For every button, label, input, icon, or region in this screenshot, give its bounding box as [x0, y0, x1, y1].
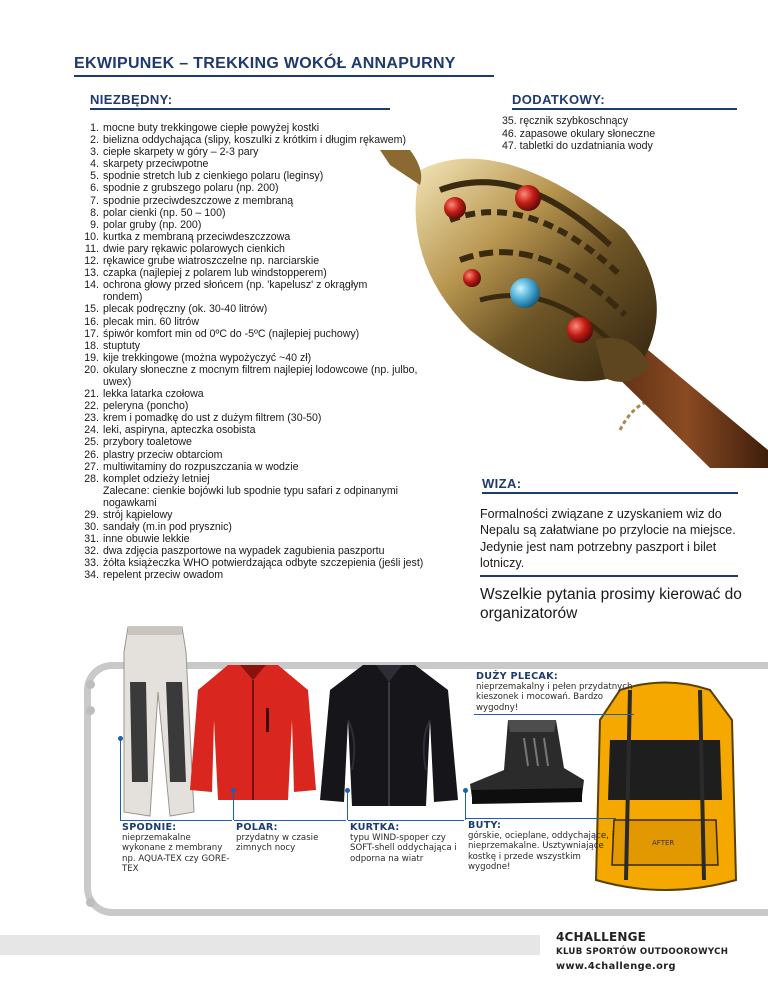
list-item: 5. spodnie stretch lub z cienkiego polaru (leginsy): [90, 170, 324, 183]
pointer-line: [465, 790, 466, 820]
list-item: 11. dwie pary rękawic polarowych cienkich: [85, 242, 285, 255]
list-item: 27. multiwitaminy do rozpuszczania w wodzie: [84, 460, 299, 473]
list-item: 13. czapka (najlepiej z polarem lub windstopperem): [84, 267, 327, 280]
list-item: 7. spodnie przeciwdeszczowe z membraną: [90, 194, 294, 207]
backpack-brand: AFTER: [652, 839, 675, 847]
boots-image: [468, 718, 586, 806]
trousers-image: [110, 622, 200, 822]
divider: [480, 575, 738, 577]
page-title: EKWIPUNEK – TREKKING WOKÓŁ ANNAPURNY: [74, 55, 494, 77]
list-item: 4. skarpety przeciwpotne: [90, 158, 209, 171]
required-heading: NIEZBĘDNY:: [90, 92, 390, 110]
list-item: 31. inne obuwie lekkie: [84, 533, 190, 546]
brand-name: 4CHALLENGE: [556, 930, 647, 944]
list-item: 8. polar cienki (np. 50 – 100): [90, 206, 226, 219]
list-item: 2. bielizna oddychająca (slipy, koszulki z krótkim i długim rękawem): [90, 134, 407, 147]
list-item: 9. polar gruby (np. 200): [90, 218, 202, 231]
list-item: 24. leki, aspiryna, apteczka osobista: [84, 424, 256, 437]
footer-brand: [556, 930, 728, 972]
caption-rule: [120, 820, 232, 821]
list-item: 16. plecak min. 60 litrów: [84, 315, 199, 328]
pointer-dot: [118, 736, 123, 741]
pointer-line: [474, 714, 634, 715]
brand-url: www.4challenge.org: [556, 961, 676, 972]
required-list: [82, 122, 482, 582]
fleece-image: [188, 660, 318, 805]
list-item: 18. stuptuty: [84, 339, 141, 352]
jacket-caption: KURTKA: typu WIND-spoper czy SOFT-shell oddychająca i odporna na wiatr: [350, 822, 457, 864]
list-item: 10. kurtka z membraną przeciwdeszczzowa: [84, 230, 291, 243]
backpack-caption: DUŻY PLECAK: nieprzemakalny i pełen przydatnych kieszonek i mocowań. Bardzo wygodny!: [476, 671, 633, 713]
panel-dot: [86, 706, 95, 715]
list-item: 33. żółta książeczka WHO potwierdzająca odbyte szczepienia (jeśli jest): [84, 557, 424, 570]
additional-heading: DODATKOWY:: [512, 92, 737, 110]
list-item: 35. ręcznik szybkoschnący: [502, 115, 629, 127]
pointer-line: [233, 790, 234, 820]
pointer-dot: [345, 788, 350, 793]
trousers-caption: SPODNIE: nieprzemakalne wykonane z membrany np. AQUA-TEX czy GORE-TEX: [122, 822, 230, 874]
list-item: 21. lekka latarka czołowa: [84, 388, 204, 401]
list-item: 3. ciepłe skarpety w góry – 2-3 pary: [90, 146, 259, 159]
fleece-caption: POLAR: przydatny w czasie zimnych nocy: [236, 822, 319, 854]
list-item: 30. sandały (m.in pod prysznic): [84, 521, 232, 534]
list-item: 28. komplet odzieży letniej Zalecane: cienkie bojówki lub spodnie typu safari z odpinanymi nogawkami: [84, 472, 399, 509]
caption-rule: [234, 820, 346, 821]
list-item: 23. krem i pomadkę do ust z dużym filtrem (30-50): [84, 412, 322, 425]
list-item: 25. przybory toaletowe: [84, 436, 192, 449]
pointer-line: [347, 790, 348, 820]
footer-bar: [0, 935, 540, 955]
list-item: 26. plastry przeciw obtarciom: [84, 448, 223, 461]
pointer-dot: [231, 788, 236, 793]
panel-dot: [86, 898, 95, 907]
caption-rule: [348, 820, 464, 821]
list-item: 29. strój kąpielowy: [84, 509, 173, 521]
list-item: 22. peleryna (poncho): [84, 400, 189, 413]
visa-heading: WIZA:: [482, 476, 738, 494]
list-item: 20. okulary słoneczne z mocnym filtrem najlepiej lodowcowe (np. julbo, uwex): [84, 363, 418, 388]
jacket-image: [318, 660, 460, 810]
list-item: 14. ochrona głowy przed słońcem (np. 'kapelusz' z okrągłym rondem): [84, 279, 368, 304]
additional-list: [502, 115, 742, 153]
list-item: 46. zapasowe okulary słoneczne: [502, 127, 656, 140]
list-item: 1. mocne buty trekkingowe ciepłe powyżej kostki: [90, 122, 320, 134]
boots-caption: BUTY: górskie, ocieplane, oddychające, i nieprzemakalne. Usztywniające kostkę i przede wszystkim wygodne!: [468, 820, 615, 872]
contact-note: Wszelkie pytania prosimy kierować do organizatorów: [480, 586, 742, 622]
list-item: 12. rękawice grube wiatroszczelne np. narciarskie: [84, 255, 320, 268]
list-item: 6. spodnie z grubszego polaru (np. 200): [90, 182, 279, 195]
list-item: 15. plecak podręczny (ok. 30-40 litrów): [84, 303, 268, 316]
caption-rule: [466, 818, 616, 819]
list-item: 19. kije trekkingowe (można wypożyczyć ~40 zł): [84, 351, 312, 364]
brand-subtitle: KLUB SPORTÓW OUTDOOROWYCH: [556, 947, 729, 957]
panel-dot: [86, 680, 95, 689]
list-item: 47. tabletki do uzdatniania wody: [502, 140, 653, 152]
list-item: 32. dwa zdjęcia paszportowe na wypadek zagubienia paszportu: [84, 545, 385, 558]
visa-info: Formalności związane z uzyskaniem wiz do Nepalu są załatwiane po przylocie na miejsce. Jedynie jest nam potrzebny paszport i bilet lotniczy.: [480, 507, 736, 571]
pointer-dot: [463, 788, 468, 793]
pointer-line: [120, 738, 121, 820]
list-item: 17. śpiwór komfort min od 0ºC do -5ºC (najlepiej puchowy): [84, 327, 360, 340]
list-item: 34. repelent przeciw owadom: [84, 569, 224, 582]
